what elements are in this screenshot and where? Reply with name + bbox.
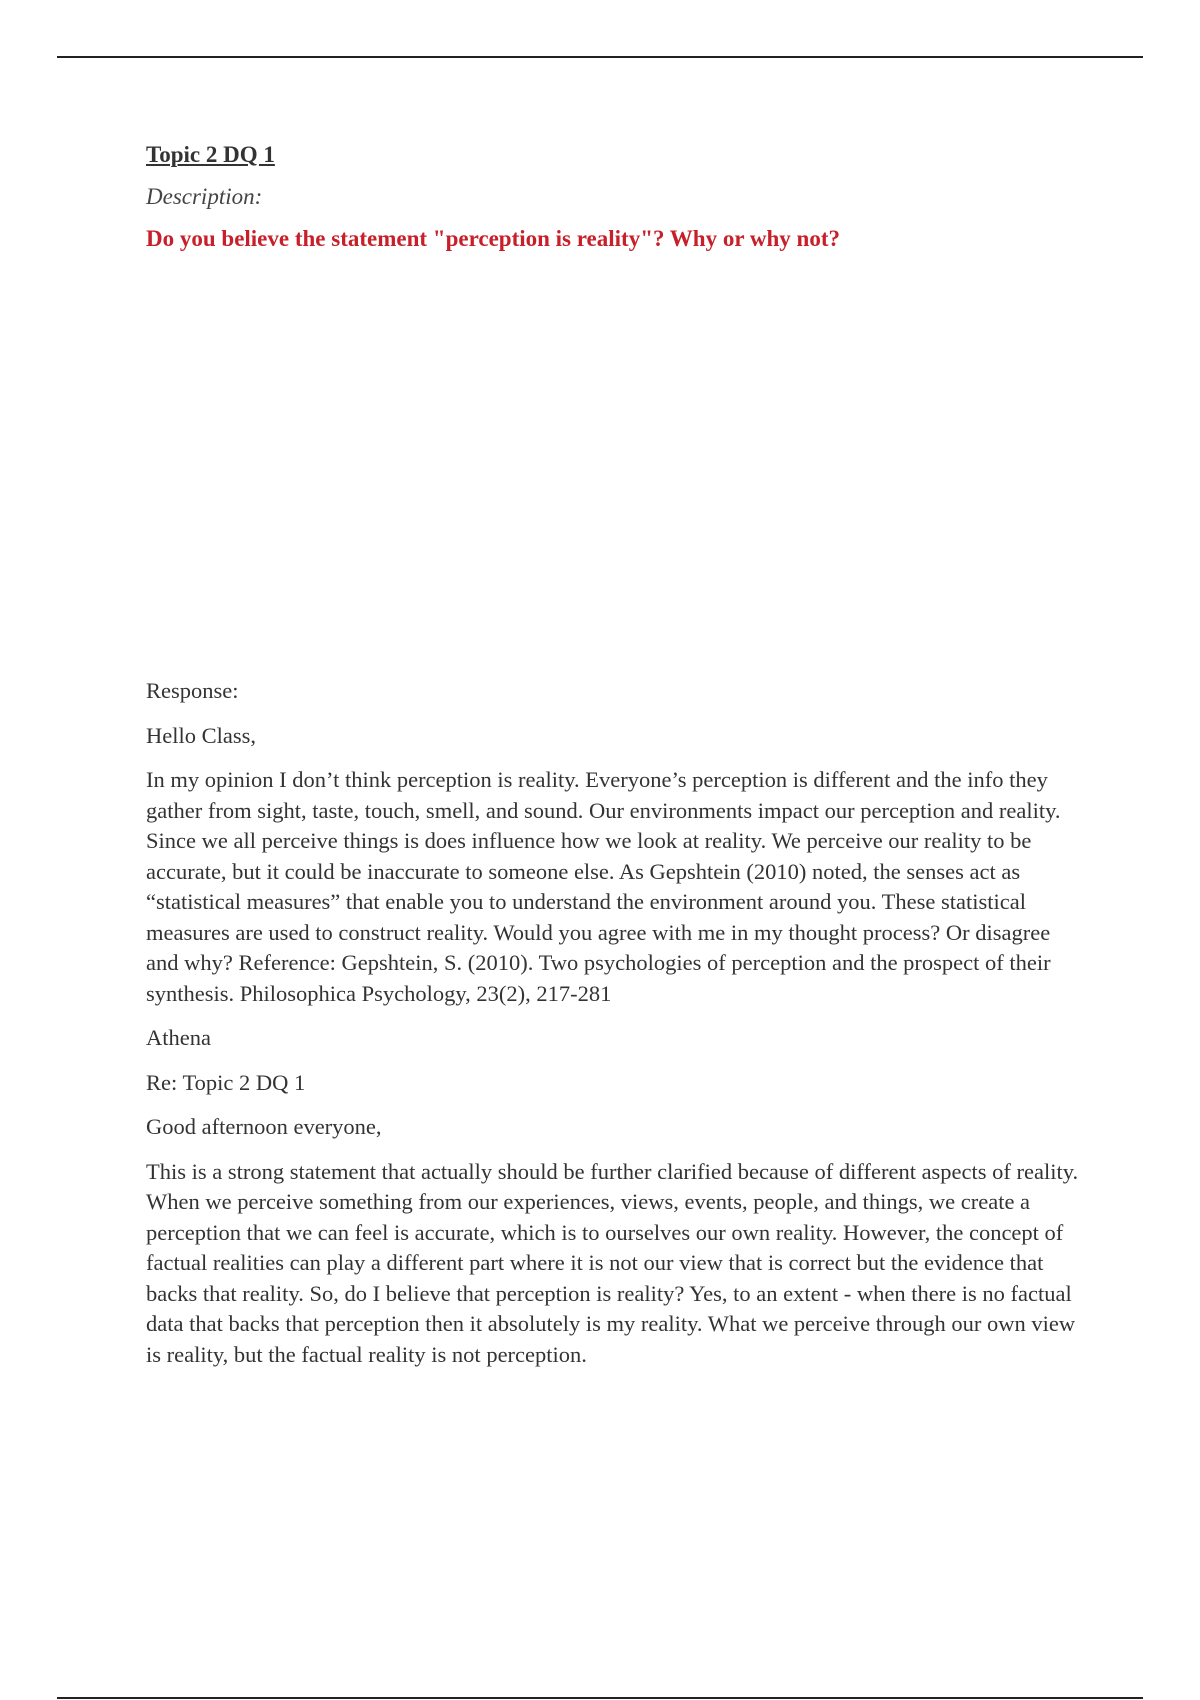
document-body [146,142,1086,1384]
top-rule [57,56,1143,58]
response-paragraph: In my opinion I don’t think perception is reality. Everyone’s perception is different and the info they gather from sight, taste, touch, smell, and sound. Our environments impact our perception and reality. Since we all perceive things is does influence how we look at reality. We perceive our reality to be accurate, but it could be inaccurate to someone else. As Gepshtein (2010) noted, the senses act as “statistical measures” that enable you to understand the environment around you. These statistical measures are used to construct reality. Would you agree with me in my thought process? Or disagree and why? Reference: Gepshtein, S. (2010). Two psychologies of perception and the prospect of their synthesis. Philosophica Psychology, 23(2), 217-281 [146,767,1061,1006]
description-label: Description: [146,184,263,209]
page-title: Topic 2 DQ 1 [146,142,275,167]
bottom-rule [57,1697,1143,1699]
reply-paragraph: This is a strong statement that actually should be further clarified because of different aspects of reality. When we perceive something from our experiences, views, events, people, and things, we create a perception that we can feel is accurate, which is to ourselves our own reality. However, the concept of factual realities can play a different part where it is not our view that is correct but the evidence that backs that reality. So, do I believe that perception is reality? Yes, to an extent - when there is no factual data that backs that perception then it absolutely is my reality. What we perceive through our own view is reality, but the factual reality is not perception. [146,1158,1079,1367]
response-author: Athena [146,1025,211,1050]
response-label: Response: [146,678,239,703]
response-greeting: Hello Class, [146,722,256,748]
discussion-question: Do you believe the statement "perception is reality"? Why or why not? [146,226,840,251]
reply-subject: Re: Topic 2 DQ 1 [146,1069,306,1095]
reply-greeting: Good afternoon everyone, [146,1114,382,1139]
blank-space [146,252,1086,676]
